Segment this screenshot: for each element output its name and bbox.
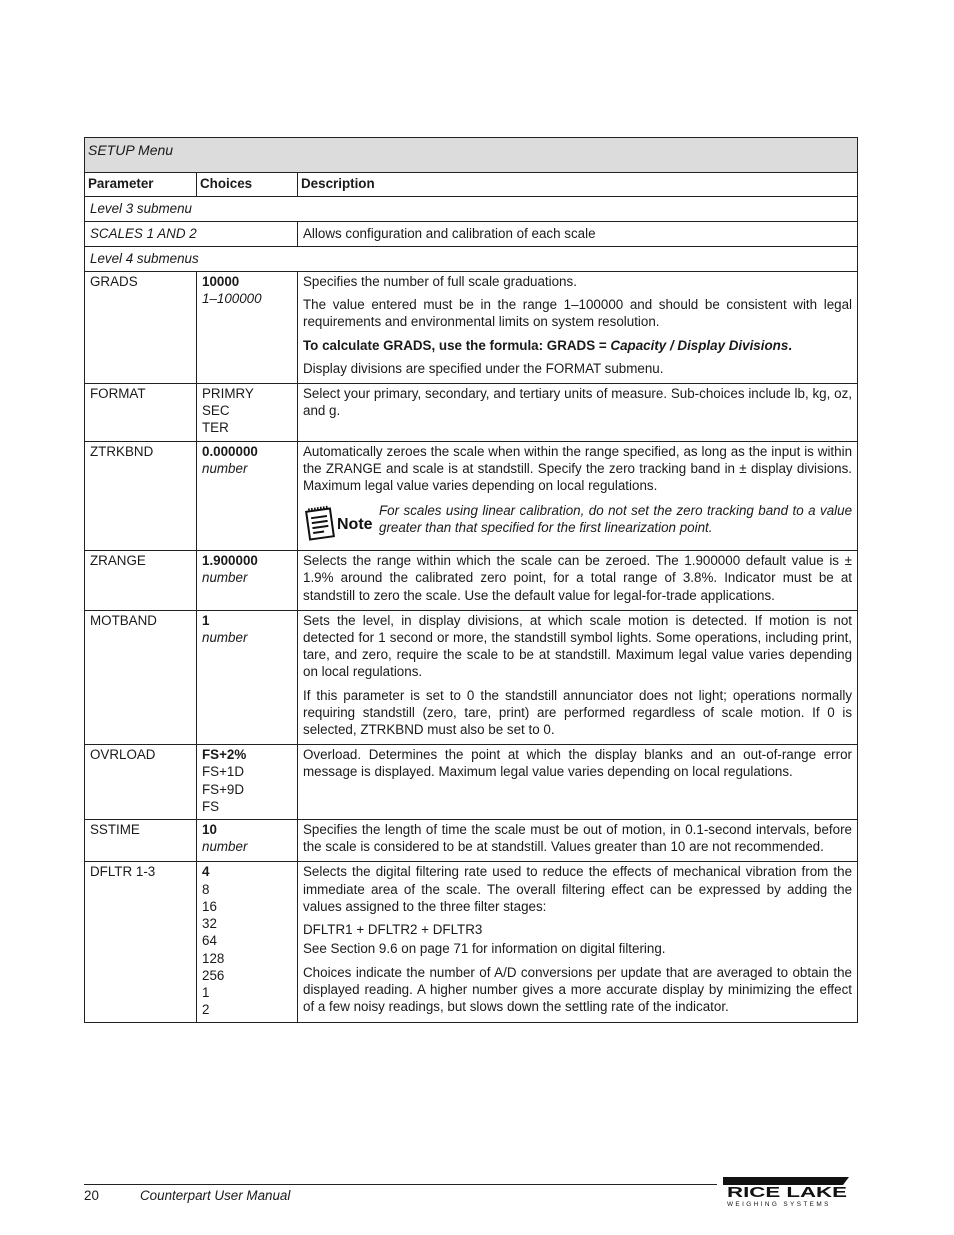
note-label: Note (337, 516, 373, 534)
note-text: For scales using linear calibration, do not set the zero tracking band to a value greater than that specified for the first linearization point. (379, 503, 853, 536)
choices-zrange: 1.900000 number (197, 551, 298, 611)
note-box (303, 502, 852, 542)
desc-dfltr: Selects the digital filtering rate used to reduce the effects of mechanical vibration from the immediate area of the scale. The overall filtering effect can be expressed by adding the values assigned to the three filter stages: DFLTR1 + DFLTR2 + DFLTR3 See Section 9.6 on page 71 for information on digital filtering. Choices indicate the number of A/D conversions per update that are averaged to obtain the displayed reading. A higher number gives a more accurate display by minimizing the effect of a few noisy readings, but slows down the settling rate of the indicator. (298, 862, 858, 1023)
desc-zrange: Selects the range within which the scale can be zeroed. The 1.900000 default value is ± 1.9% around the calibrated zero point, for a total range of 3.8%. Indicator must be at standstill to zero the scale. Use the default value for legal-for-trade applications. (298, 551, 858, 611)
param-grads: GRADS (85, 272, 197, 384)
default-value: 10000 (202, 274, 240, 289)
table-row (85, 551, 858, 611)
level4-label: Level 4 submenus (85, 247, 858, 272)
param-dfltr: DFLTR 1-3 (85, 862, 197, 1023)
desc-grads (298, 272, 858, 384)
choices-dfltr: 4 8 16 32 64 128 256 1 2 (197, 862, 298, 1023)
table-row (85, 745, 858, 820)
desc-format: Select your primary, secondary, and tertiary units of measure. Sub-choices include lb, kg, oz, and g. (298, 384, 858, 442)
table-row (85, 610, 858, 744)
param-ovrload: OVRLOAD (85, 745, 197, 820)
table-row (85, 862, 858, 1023)
table-title: SETUP Menu (85, 138, 858, 173)
param-zrange: ZRANGE (85, 551, 197, 611)
table-row (85, 441, 858, 551)
choices-sstime: 10 number (197, 820, 298, 862)
choices-motband: 1 number (197, 610, 298, 744)
desc-ovrload: Overload. Determines the point at which the display blanks and an out-of-range error message is displayed. Maximum legal value varies depending on local regulations. (298, 745, 858, 820)
desc-text: Display divisions are specified under the FORMAT submenu. (303, 360, 664, 376)
choices-ovrload: FS+2% FS+1D FS+9D FS (197, 745, 298, 820)
table-row (85, 820, 858, 862)
desc-sstime: Specifies the length of time the scale must be out of motion, in 0.1-second intervals, before the scale is considered to be at standstill. Values greater than 10 are not recommended. (298, 820, 858, 862)
manual-title: Counterpart User Manual (140, 1188, 291, 1203)
scales-desc: Allows configuration and calibration of each scale (298, 222, 858, 247)
desc-motband: Sets the level, in display divisions, at which scale motion is detected. If motion is not detected for 1 second or more, the standstill symbol lights. Some operations, including print, tare, and zero, require the scale to be at standstill. Maximum legal value varies depending on local regulations. If this parameter is set to 0 the standstill annunciator does not light; operations normally requiring standstill (zero, tare, print) are performed regardless of scale motion. If 0 is selected, ZTRKBND must also be set to 0. (298, 610, 858, 744)
scales-param: SCALES 1 AND 2 (85, 222, 298, 247)
footer-rule (84, 1184, 717, 1185)
desc-text: Specifies the number of full scale graduations. (303, 274, 577, 289)
table-row (85, 272, 858, 384)
header-description: Description (298, 173, 858, 197)
header-choices: Choices (197, 173, 298, 197)
page-number: 20 (84, 1188, 99, 1203)
table-row (85, 384, 858, 442)
param-format: FORMAT (85, 384, 197, 442)
param-sstime: SSTIME (85, 820, 197, 862)
svg-text:WEIGHING SYSTEMS: WEIGHING SYSTEMS (727, 1201, 831, 1207)
setup-menu-table (84, 137, 858, 1023)
header-parameter: Parameter (85, 173, 197, 197)
svg-text:RICE LAKE: RICE LAKE (727, 1185, 848, 1201)
desc-text: The value entered must be in the range 1–100000 and should be consistent with legal requirements and environmental limits on system resolution. (303, 297, 853, 330)
note-pad-icon (303, 502, 379, 542)
desc-ztrkbnd: Automatically zeroes the scale when within the range specified, as long as the input is within the ZRANGE and scale is at standstill. Specify the zero tracking band in ± display divisions. Maximum legal value varies depending on local regulations. Note For scales using linear calibration, do not set the zero tracking band to a value greater than that specified for the first linearization point. (298, 441, 858, 551)
param-ztrkbnd: ZTRKBND (85, 441, 197, 551)
rice-lake-logo (723, 1175, 855, 1207)
choices-grads (197, 272, 298, 384)
choices-ztrkbnd: 0.000000 number (197, 441, 298, 551)
formula-text: To calculate GRADS, use the formula: GRADS = Capacity / Display Divisions. (303, 337, 793, 353)
choice-range: 1–100000 (202, 291, 262, 307)
choices-format: PRIMRY SEC TER (197, 384, 298, 442)
level3-label: Level 3 submenu (85, 197, 858, 222)
param-motband: MOTBAND (85, 610, 197, 744)
